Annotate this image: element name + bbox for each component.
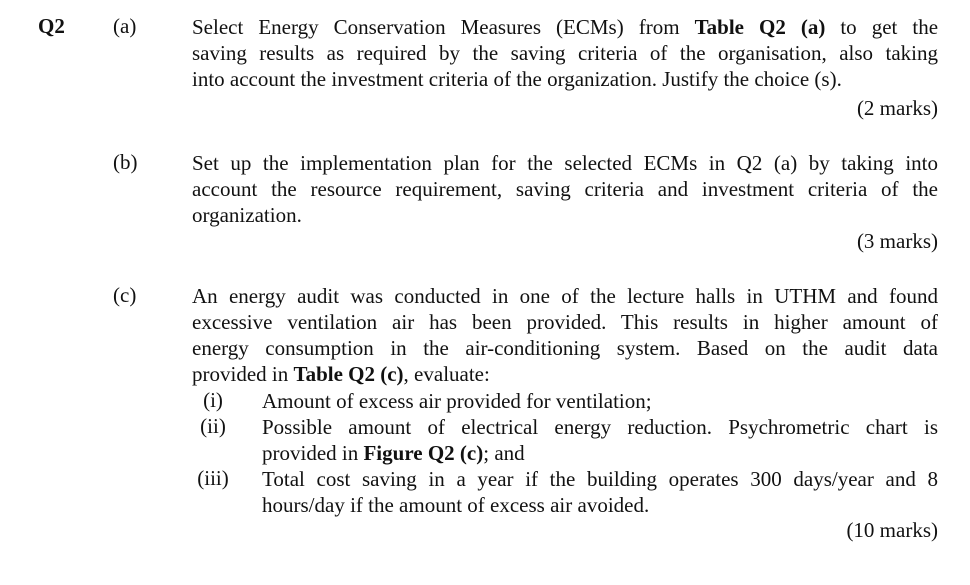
text-line: saving results as required by the saving criteria of the organisation, also taking bbox=[192, 41, 938, 65]
sub-item-iii-text bbox=[262, 466, 938, 518]
part-c-marks: (10 marks) bbox=[846, 518, 938, 542]
text-line: account the resource requirement, saving criteria and investment criteria of the bbox=[192, 177, 938, 201]
sub-item-ii-label: (ii) bbox=[200, 414, 226, 438]
bold-reference: Table Q2 (c) bbox=[293, 362, 404, 386]
text-line: An energy audit was conducted in one of the lecture halls in UTHM and found bbox=[192, 284, 938, 308]
part-c-text bbox=[192, 283, 938, 387]
bold-reference: Figure Q2 (c) bbox=[363, 441, 484, 465]
text-line: Select Energy Conservation Measures (ECMs) from Table Q2 (a) to get the bbox=[192, 15, 939, 39]
text-line: provided in Table Q2 (c), evaluate: bbox=[192, 362, 490, 386]
text-line: Set up the implementation plan for the selected ECMs in Q2 (a) by taking into bbox=[192, 151, 938, 175]
part-b-marks: (3 marks) bbox=[856, 229, 938, 253]
text-line: provided in Figure Q2 (c); and bbox=[262, 441, 525, 465]
question-number: Q2 bbox=[38, 14, 65, 38]
sub-item-i-label: (i) bbox=[203, 388, 223, 412]
bold-reference: Table Q2 (a) bbox=[694, 15, 826, 39]
part-a-text bbox=[192, 14, 938, 92]
part-a-marks: (2 marks) bbox=[856, 96, 938, 120]
text-line: Amount of excess air provided for ventilation; bbox=[262, 389, 652, 413]
sub-item-i-text bbox=[262, 388, 938, 414]
sub-item-iii-label: (iii) bbox=[197, 466, 229, 490]
text-line: energy consumption in the air-conditioning system. Based on the audit data bbox=[192, 336, 938, 360]
part-b-text bbox=[192, 150, 938, 228]
text-line: into account the investment criteria of the organization. Justify the choice (s). bbox=[192, 67, 842, 91]
sub-item-ii-text bbox=[262, 414, 938, 466]
part-c-label: (c) bbox=[113, 283, 137, 307]
text-line: Possible amount of electrical energy reduction. Psychrometric chart is bbox=[262, 415, 938, 439]
text-line: excessive ventilation air has been provided. This results in higher amount of bbox=[192, 310, 938, 334]
part-a-label: (a) bbox=[113, 14, 137, 38]
part-b-label: (b) bbox=[113, 150, 138, 174]
text-line: hours/day if the amount of excess air avoided. bbox=[262, 493, 650, 517]
text-line: organization. bbox=[192, 203, 302, 227]
text-line: Total cost saving in a year if the building operates 300 days/year and 8 bbox=[262, 467, 938, 491]
